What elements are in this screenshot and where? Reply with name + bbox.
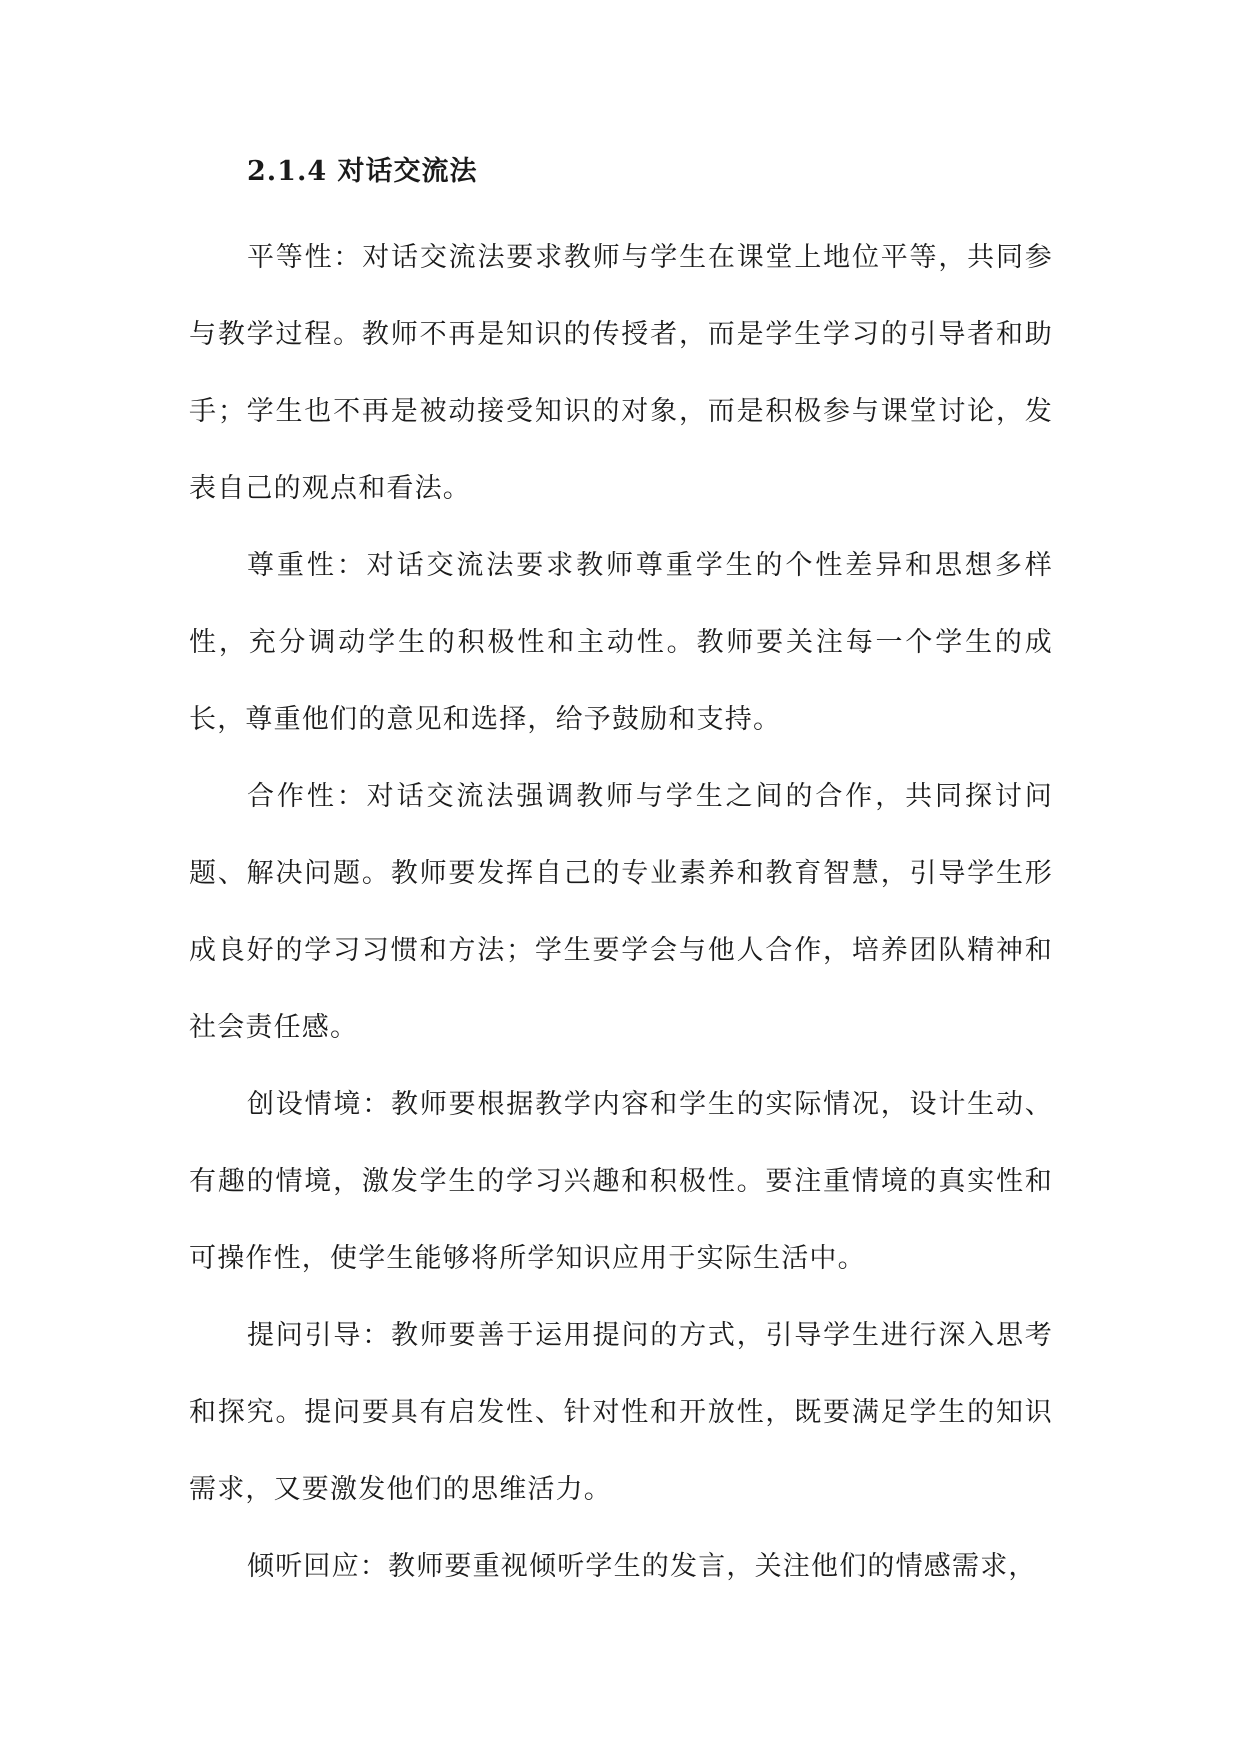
paragraph-questioning: 提问引导：教师要善于运用提问的方式，引导学生进行深入思考和探究。提问要具有启发性、针对性和开放性，既要满足学生的知识需求，又要激发他们的思维活力。: [189, 1320, 1053, 1505]
paragraph-create-context: 创设情境：教师要根据教学内容和学生的实际情况，设计生动、有趣的情境，激发学生的学习兴趣和积极性。要注重情境的真实性和可操作性，使学生能够将所学知识应用于实际生活中。: [189, 1089, 1053, 1274]
paragraph-listening: 倾听回应：教师要重视倾听学生的发言，关注他们的情感需求，: [247, 1551, 1037, 1582]
section-heading: 2.1.4 对话交流法: [247, 156, 478, 187]
document-body: [189, 145, 1053, 1605]
paragraph-respect: 尊重性：对话交流法要求教师尊重学生的个性差异和思想多样性，充分调动学生的积极性和主动性。教师要关注每一个学生的成长，尊重他们的意见和选择，给予鼓励和支持。: [189, 550, 1053, 735]
paragraph-equality: 平等性：对话交流法要求教师与学生在课堂上地位平等，共同参与教学过程。教师不再是知识的传授者，而是学生学习的引导者和助手；学生也不再是被动接受知识的对象，而是积极参与课堂讨论，发表自己的观点和看法。: [189, 242, 1053, 504]
paragraph-cooperation: 合作性：对话交流法强调教师与学生之间的合作，共同探讨问题、解决问题。教师要发挥自己的专业素养和教育智慧，引导学生形成良好的学习习惯和方法；学生要学会与他人合作，培养团队精神和社会责任感。: [189, 781, 1053, 1043]
